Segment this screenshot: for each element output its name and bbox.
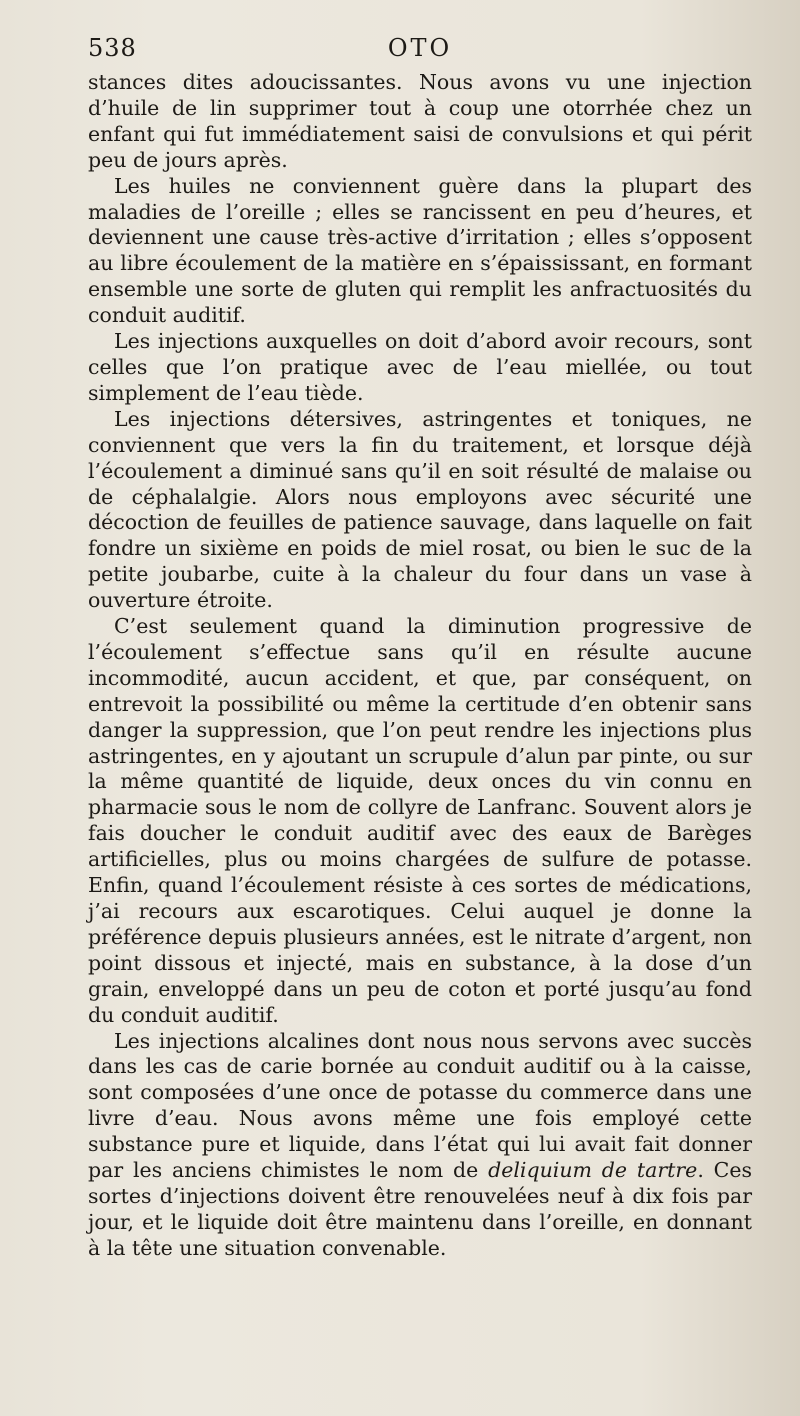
page-number: 538 — [88, 34, 137, 62]
paragraph-injections-recours: Les injections auxquelles on doit d’abord avoir recours, sont celles que l’on pratique avec de l’eau miellée, ou tout simplement de l’eau tiède. — [88, 329, 752, 405]
paragraph-continuation: stances dites adoucissantes. Nous avons vu une injection d’huile de lin supprimer tout à coup une otorrhée chez un enfant qui fut immédiatement saisi de convulsions et qui périt peu de jours après. — [88, 70, 752, 172]
body-text — [88, 70, 752, 1262]
paragraph-huiles: Les huiles ne conviennent guère dans la plupart des maladies de l’oreille ; elles se rancissent en peu d’heures, et deviennent une cause très-active d’irritation ; elles s’opposent au libre écoulement de la matière en s’épaississant, en formant ensemble une sorte de gluten qui remplit les anfractuosités du conduit auditif. — [88, 173, 752, 328]
paragraph-diminution-progressive: C’est seulement quand la diminution progressive de l’écoulement s’effectue sans qu’il en résulte aucune incommodité, aucun accident, et que, par conséquent, on entrevoit la possibilité ou même la certitude d’en obtenir sans danger la suppression, que l’on peut rendre les injections plus astringentes, en y ajoutant un scrupule d’alun par pinte, ou sur la même quantité de liquide, deux onces du vin connu en pharmacie sous le nom de collyre de Lanfranc. Souvent alors je fais doucher le conduit auditif avec des eaux de Barèges artificielles, plus ou moins chargées de sulfure de potasse. Enfin, quand l’écoulement résiste à ces sortes de médications, j’ai recours aux escarotiques. Celui auquel je donne la préférence depuis plusieurs années, est le nitrate d’argent, non point dissous et injecté, mais en substance, à la dose d’un grain, enveloppé dans un peu de coton et porté jusqu’au fond du conduit auditif. — [88, 614, 752, 1027]
paragraph-injections-alcalines — [88, 1029, 752, 1262]
paragraph-injections-detersives: Les injections détersives, astringentes et toniques, ne conviennent que vers la fin du traitement, et lorsque déjà l’écoulement a diminué sans qu’il en soit résulté de malaise ou de céphalalgie. Alors nous employons avec sécurité une décoction de feuilles de patience sauvage, dans laquelle on fait fondre un sixième en poids de miel rosat, ou bien le suc de la petite joubarbe, cuite à la chaleur du four dans un vase à ouverture étroite. — [88, 406, 752, 613]
page-header — [88, 34, 752, 74]
alcalines-text-end: . Ces sortes d’injections doivent être renouvelées neuf à dix fois par jour, et le liquide doit être maintenu dans l’oreille, en donnant à la tête une situation convenable. — [88, 1158, 753, 1260]
running-title: OTO — [387, 34, 453, 62]
alcalines-italic-term: deliquium de tartre — [488, 1158, 698, 1183]
alcalines-text-start: Les injections alcalines dont nous nous servons avec succès dans les cas de carie bornée au conduit auditif ou à la caisse, sont composées d’une once de potasse du commerce dans une livre d’eau. Nous avons même une fois employé cette substance pure et liquide, dans l’état qui lui avait fait donner par les anciens chimistes le nom de — [88, 1028, 752, 1183]
